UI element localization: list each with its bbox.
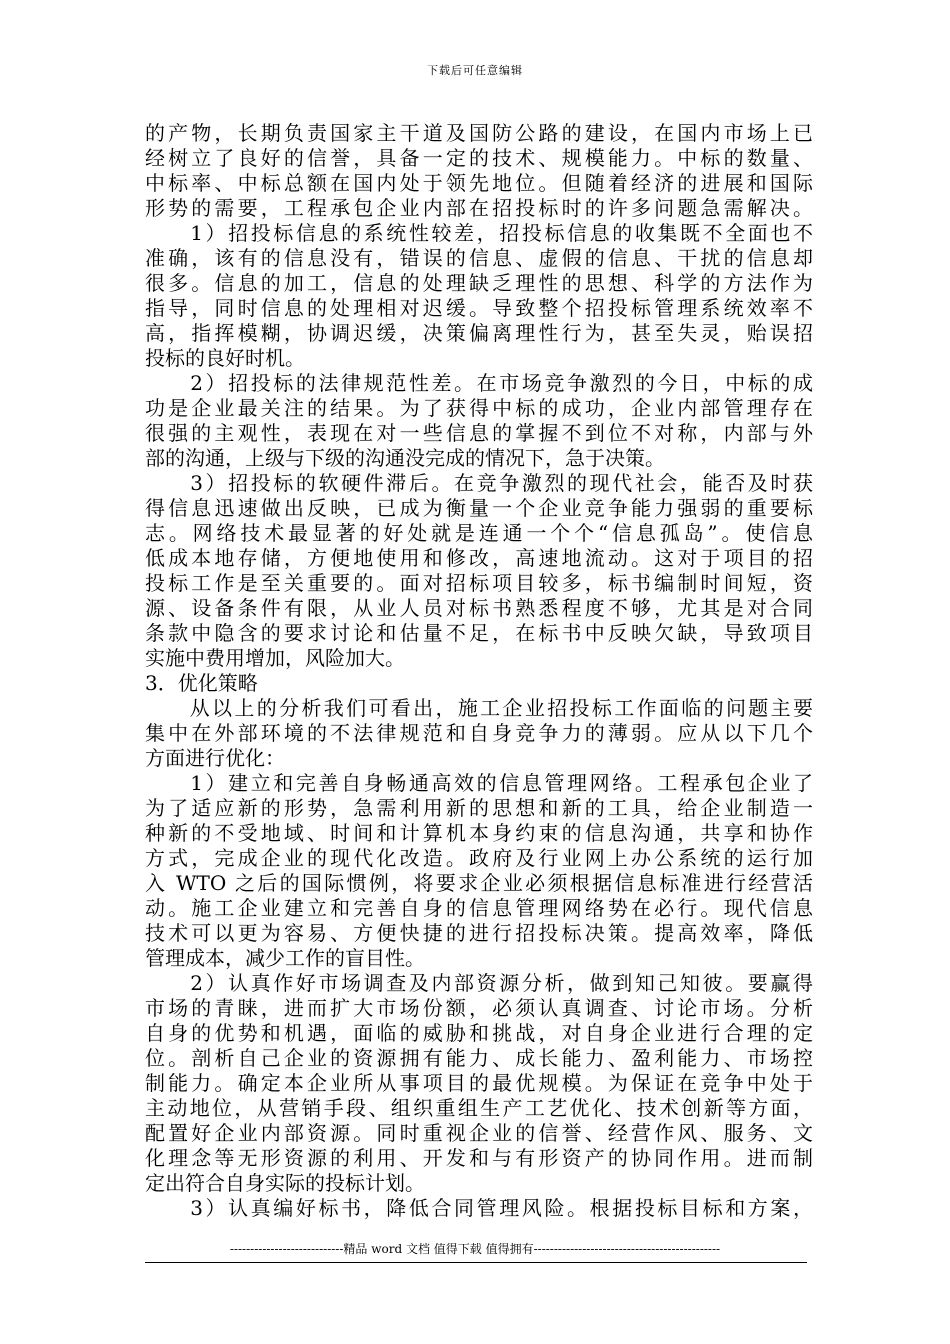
- text-line: 低成本地存储，方便地使用和修改，高速地流动。这对于项目的招: [145, 546, 813, 570]
- text-line: 位。剖析自己企业的资源拥有能力、成长能力、盈利能力、市场控: [145, 1046, 813, 1070]
- text-line: 1）招投标信息的系统性较差，招投标信息的收集既不全面也不: [145, 221, 813, 245]
- text-line: 集中在外部环境的不法律规范和自身竞争力的薄弱。应从以下几个: [145, 721, 813, 745]
- text-line: 管理成本，减少工作的盲目性。: [145, 946, 425, 970]
- page-footer: ----------------------------精品 word 文档 值得下载 值得拥有----------------------------------------------: [229, 1242, 721, 1256]
- text-line: 志。网络技术最显著的好处就是连通一个个“信息孤岛”。使信息: [145, 521, 813, 545]
- footer-rule: [145, 1262, 807, 1263]
- text-line: 经树立了良好的信誉，具备一定的技术、规模能力。中标的数量、: [145, 146, 813, 170]
- text-line: 很多。信息的加工，信息的处理缺乏理性的思想、科学的方法作为: [145, 271, 813, 295]
- text-line: 技术可以更为容易、方便快捷的进行招投标决策。提高效率，降低: [145, 921, 813, 945]
- text-line: 源、设备条件有限，从业人员对标书熟悉程度不够，尤其是对合同: [145, 596, 813, 620]
- text-line: 为了适应新的形势，急需利用新的思想和新的工具，给企业制造一: [145, 796, 813, 820]
- text-line: 3．优化策略: [145, 671, 258, 695]
- text-line: 制能力。确定本企业所从事项目的最优规模。为保证在竞争中处于: [145, 1071, 813, 1095]
- text-line: 实施中费用增加，风险加大。: [145, 646, 405, 670]
- text-line: 主动地位，从营销手段、组织重组生产工艺优化、技术创新等方面，: [145, 1096, 813, 1120]
- text-line: 市场的青睐，进而扩大市场份额，必须认真调查、讨论市场。分析: [145, 996, 813, 1020]
- text-line: 3）认真编好标书，降低合同管理风险。根据投标目标和方案，: [145, 1196, 813, 1220]
- text-line: 2）认真作好市场调查及内部资源分析，做到知己知彼。要赢得: [145, 971, 813, 995]
- text-line: 方面进行优化：: [145, 746, 285, 770]
- text-line: 很强的主观性，表现在对一些信息的掌握不到位不对称，内部与外: [145, 421, 813, 445]
- text-line: 定出符合自身实际的投标计划。: [145, 1171, 425, 1195]
- text-line: 入 WTO 之后的国际惯例，将要求企业必须根据信息标准进行经营活: [145, 871, 813, 895]
- text-line: 自身的优势和机遇，面临的威胁和挑战，对自身企业进行合理的定: [145, 1021, 813, 1045]
- text-line: 投标工作是至关重要的。面对招标项目较多，标书编制时间短，资: [145, 571, 813, 595]
- text-line: 3）招投标的软硬件滞后。在竞争激烈的现代社会，能否及时获: [145, 471, 813, 495]
- text-line: 从以上的分析我们可看出，施工企业招投标工作面临的问题主要: [145, 696, 813, 720]
- text-line: 2）招投标的法律规范性差。在市场竞争激烈的今日，中标的成: [145, 371, 813, 395]
- page-header: 下载后可任意编辑: [427, 64, 523, 77]
- text-line: 功是企业最关注的结果。为了获得中标的成功，企业内部管理存在: [145, 396, 813, 420]
- text-line: 种新的不受地域、时间和计算机本身约束的信息沟通，共享和协作: [145, 821, 813, 845]
- text-line: 指导，同时信息的处理相对迟缓。导致整个招投标管理系统效率不: [145, 296, 813, 320]
- text-line: 的产物，长期负责国家主干道及国防公路的建设，在国内市场上已: [145, 121, 813, 145]
- text-line: 方式，完成企业的现代化改造。政府及行业网上办公系统的运行加: [145, 846, 813, 870]
- text-line: 配置好企业内部资源。同时重视企业的信誉、经营作风、服务、文: [145, 1121, 813, 1145]
- text-line: 高，指挥模糊，协调迟缓，决策偏离理性行为，甚至失灵，贻误招: [145, 321, 813, 345]
- text-line: 得信息迅速做出反映，已成为衡量一个企业竞争能力强弱的重要标: [145, 496, 813, 520]
- text-line: 部的沟通，上级与下级的沟通没完成的情况下，急于决策。: [145, 446, 665, 470]
- text-line: 化理念等无形资源的利用、开发和与有形资产的协同作用。进而制: [145, 1146, 813, 1170]
- document-body: [145, 121, 813, 1221]
- text-line: 动。施工企业建立和完善自身的信息管理网络势在必行。现代信息: [145, 896, 813, 920]
- text-line: 准确，该有的信息没有，错误的信息、虚假的信息、干扰的信息却: [145, 246, 813, 270]
- text-line: 形势的需要，工程承包企业内部在招投标时的许多问题急需解决。: [145, 196, 813, 220]
- text-line: 中标率、中标总额在国内处于领先地位。但随着经济的进展和国际: [145, 171, 813, 195]
- text-line: 条款中隐含的要求讨论和估量不足，在标书中反映欠缺，导致项目: [145, 621, 813, 645]
- text-line: 1）建立和完善自身畅通高效的信息管理网络。工程承包企业了: [145, 771, 813, 795]
- text-line: 投标的良好时机。: [145, 346, 305, 370]
